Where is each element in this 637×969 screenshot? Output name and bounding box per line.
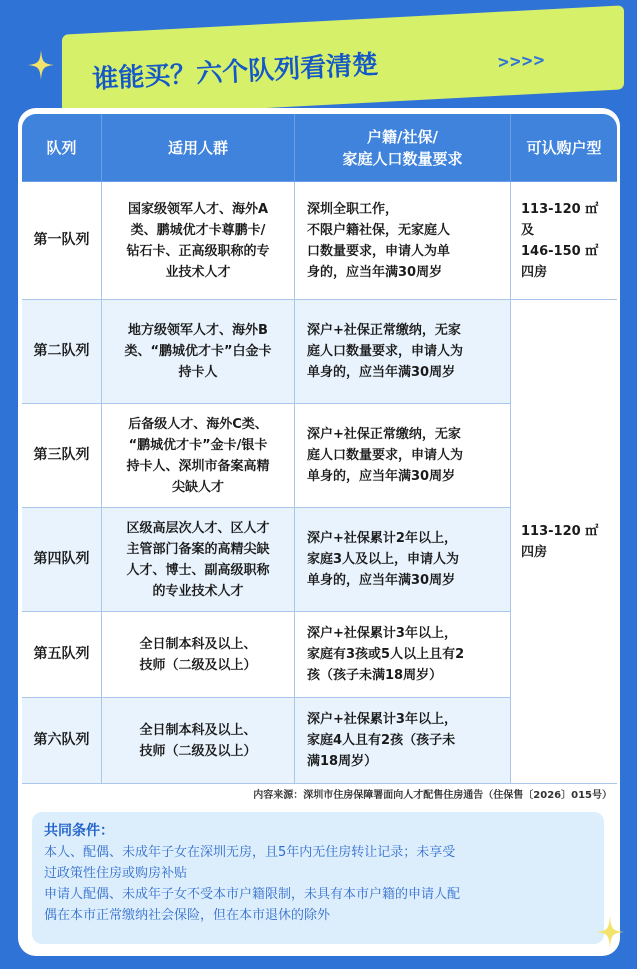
queue-requirement: 深户+社保累计3年以上， 家庭4人且有2孩（孩子未 满18周岁） — [295, 698, 511, 784]
queue-units: 113-120 ㎡及 146-150 ㎡ 四房 — [511, 182, 617, 300]
sparkle-icon — [28, 50, 54, 80]
queue-name: 第五队列 — [22, 612, 102, 698]
header-units: 可认购户型 — [511, 114, 617, 182]
queue-table — [22, 114, 617, 784]
queue-people: 国家级领军人才、海外A 类、鹏城优才卡尊鹏卡/ 钻石卡、正高级职称的专 业技术人才 — [102, 182, 295, 300]
queue-requirement: 深圳全职工作， 不限户籍社保，无家庭人 口数量要求，申请人为单 身的，应当年满30周岁 — [295, 182, 511, 300]
queue-people: 区级高层次人才、区人才 主管部门备案的高精尖缺 人才、博士、副高级职称 的专业技术人才 — [102, 508, 295, 612]
queue-people: 全日制本科及以上、 技师（二级及以上） — [102, 612, 295, 698]
queue-name: 第三队列 — [22, 404, 102, 508]
sparkle-icon — [596, 916, 624, 948]
header-requirement: 户籍/社保/ 家庭人口数量要求 — [295, 114, 511, 182]
header-people: 适用人群 — [102, 114, 295, 182]
queue-requirement: 深户+社保正常缴纳，无家 庭人口数量要求，申请人为 单身的，应当年满30周岁 — [295, 404, 511, 508]
common-conditions-title: 共同条件： — [44, 823, 114, 839]
queue-requirement: 深户+社保正常缴纳，无家 庭人口数量要求，申请人为 单身的，应当年满30周岁 — [295, 300, 511, 404]
common-condition-line: 偶在本市正常缴纳社会保险，但在本市退休的除外 — [44, 908, 331, 923]
queue-people: 全日制本科及以上、 技师（二级及以上） — [102, 698, 295, 784]
common-condition-line: 本人、配偶、未成年子女在深圳无房，且5年内无住房转让记录；未享受 — [44, 845, 456, 860]
common-condition-line: 申请人配偶、未成年子女不受本市户籍限制，未具有本市户籍的申请人配 — [44, 887, 461, 902]
merged-units: 113-120 ㎡ 四房 — [511, 300, 617, 784]
common-conditions — [32, 812, 604, 944]
queue-name: 第四队列 — [22, 508, 102, 612]
queue-name: 第六队列 — [22, 698, 102, 784]
arrows-decoration: >>>> — [497, 49, 546, 73]
queue-people: 后备级人才、海外C类、 “鹏城优才卡”金卡/银卡 持卡人、深圳市备案高精 尖缺人才 — [102, 404, 295, 508]
queue-name: 第一队列 — [22, 182, 102, 300]
header-queue: 队列 — [22, 114, 102, 182]
queue-people: 地方级领军人才、海外B 类、“鹏城优才卡”白金卡 持卡人 — [102, 300, 295, 404]
common-condition-line: 过政策性住房或购房补贴 — [44, 866, 188, 881]
queue-name: 第二队列 — [22, 300, 102, 404]
queue-requirement: 深户+社保累计2年以上， 家庭3人及以上，申请人为 单身的，应当年满30周岁 — [295, 508, 511, 612]
queue-requirement: 深户+社保累计3年以上， 家庭有3孩或5人以上且有2 孩（孩子未满18周岁） — [295, 612, 511, 698]
page-title: 谁能买？六个队列看清楚 — [91, 49, 379, 95]
source-note: 内容来源：深圳市住房保障署面向人才配售住房通告（住保售〔2026〕015号） — [253, 790, 612, 801]
